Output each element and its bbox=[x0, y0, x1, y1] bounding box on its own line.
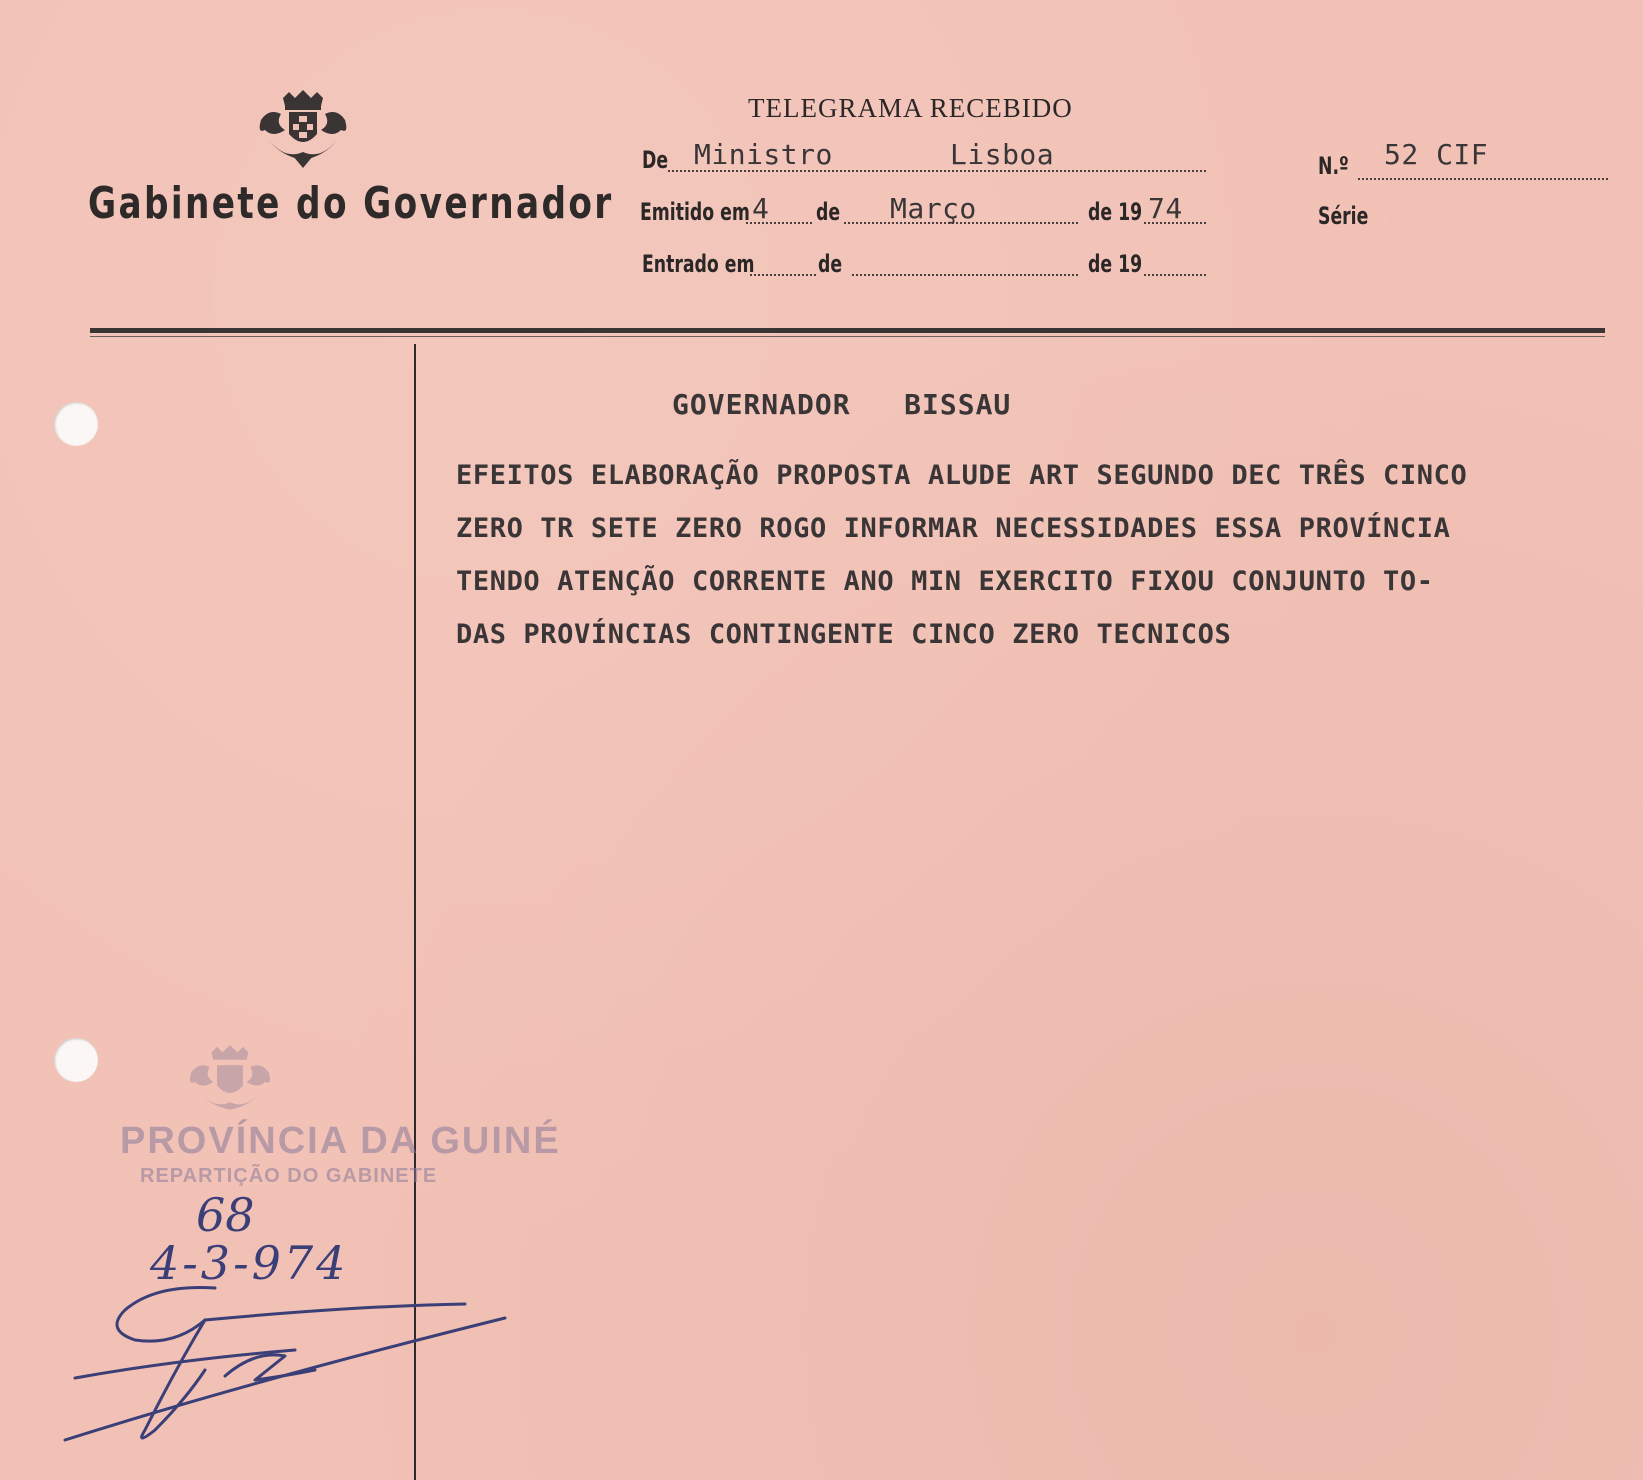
handwritten-number: 68 bbox=[196, 1188, 255, 1242]
from-sender-value: Ministro bbox=[694, 138, 833, 171]
coat-of-arms-icon bbox=[255, 90, 351, 168]
header-rule bbox=[90, 328, 1605, 333]
message-line-3: TENDO ATENÇÃO CORRENTE ANO MIN EXERCITO FIXOU CONJUNTO TO- bbox=[456, 566, 1434, 597]
issued-day-value: 4 bbox=[752, 192, 770, 225]
from-label: De bbox=[642, 146, 669, 174]
number-dotted-line bbox=[1358, 178, 1608, 180]
handwritten-date: 4-3-974 bbox=[150, 1236, 349, 1290]
entered-on-label: Entrado em bbox=[642, 250, 755, 278]
office-name: Gabinete do Governador bbox=[88, 178, 614, 229]
header-rule-thin bbox=[90, 336, 1605, 337]
message-line-4: DAS PROVÍNCIAS CONTINGENTE CINCO ZERO TECNICOS bbox=[456, 619, 1232, 650]
series-label: Série bbox=[1318, 202, 1369, 230]
entered-day-dotted-line bbox=[750, 274, 816, 276]
number-value: 52 CIF bbox=[1384, 138, 1489, 171]
stamp-crest-icon bbox=[180, 1045, 280, 1117]
message-line-2: ZERO TR SETE ZERO ROGO INFORMAR NECESSIDADES ESSA PROVÍNCIA bbox=[456, 513, 1451, 544]
stamp-text-office: REPARTIÇÃO DO GABINETE bbox=[140, 1165, 438, 1187]
message-line-1: EFEITOS ELABORAÇÃO PROPOSTA ALUDE ART SEGUNDO DEC TRÊS CINCO bbox=[456, 460, 1468, 491]
issued-year-label: de 19 bbox=[1088, 198, 1143, 226]
punch-hole-bottom bbox=[54, 1038, 98, 1082]
issued-year-value: 74 bbox=[1148, 192, 1183, 225]
entered-of-label: de bbox=[818, 250, 843, 278]
punch-hole-top bbox=[54, 402, 98, 446]
issued-on-label: Emitido em bbox=[640, 198, 750, 226]
issued-of-label: de bbox=[816, 198, 841, 226]
signature-scribble bbox=[55, 1280, 515, 1450]
addressee: GOVERNADOR BISSAU bbox=[672, 388, 1012, 421]
number-label: N.º bbox=[1318, 152, 1349, 180]
entered-month-dotted-line bbox=[852, 274, 1078, 276]
entered-year-dotted-line bbox=[1144, 274, 1206, 276]
issued-month-value: Março bbox=[890, 192, 977, 225]
from-place-value: Lisboa bbox=[950, 138, 1055, 171]
form-title: TELEGRAMA RECEBIDO bbox=[748, 93, 1073, 123]
stamp-text-province: PROVÍNCIA DA GUINÉ bbox=[120, 1120, 561, 1162]
entered-year-label: de 19 bbox=[1088, 250, 1143, 278]
